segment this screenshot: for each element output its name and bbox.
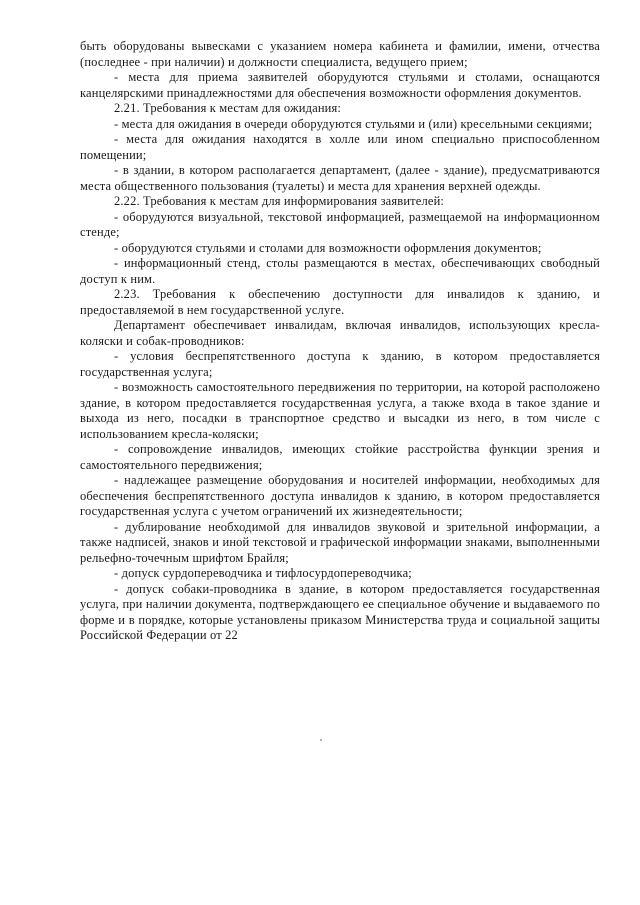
scan-speck — [320, 739, 322, 741]
paragraph-8: - оборудуются визуальной, текстовой информацией, размещаемой на информационном стенде; — [80, 209, 600, 239]
paragraph-12: Департамент обеспечивает инвалидам, включая инвалидов, использующих кресла-коляски и собак-проводников: — [80, 318, 600, 348]
paragraph-6: - в здании, в котором располагается департамент, (далее - здание), предусматриваются места общественного пользования (туалеты) и места для хранения верхней одежды. — [80, 163, 600, 193]
paragraph-15: - сопровождение инвалидов, имеющих стойкие расстройства функции зрения и самостоятельного передвижения; — [80, 442, 600, 472]
paragraph-18: - допуск сурдопереводчика и тифлосурдопереводчика; — [114, 566, 412, 580]
paragraph-13: - условия беспрепятственного доступа к зданию, в котором предоставляется государственная услуга; — [80, 349, 600, 379]
paragraph-5: - места для ожидания находятся в холле или ином специально приспособленном помещении; — [80, 132, 600, 162]
paragraph-19: - допуск собаки-проводника в здание, в котором предоставляется государственная услуга, при наличии документа, подтверждающего ее специальное обучение и выдаваемого по форме и в порядке, которые установлены приказом Министерства труда и социальной защиты Российской Федерации от 22 — [80, 581, 600, 642]
paragraph-10: - информационный стенд, столы размещаются в местах, обеспечивающих свободный доступ к ним. — [80, 256, 600, 286]
section-heading-2-21: 2.21. Требования к местам для ожидания: — [114, 101, 342, 115]
paragraph-14: - возможность самостоятельного передвижения по территории, на которой расположено здание, в котором предоставляется государственная услуга, а также входа в такое здание и выхода из него, посадки в транспортное средство и высадки из него, в том числе с использованием кресла-коляски; — [80, 380, 600, 441]
paragraph-1: быть оборудованы вывесками с указанием номера кабинета и фамилии, имени, отчества (последнее - при наличии) и должности специалиста, ведущего прием; — [80, 39, 600, 69]
paragraph-9: - оборудуются стульями и столами для возможности оформления документов; — [114, 240, 542, 255]
section-heading-2-23: 2.23. Требования к обеспечению доступности для инвалидов к зданию, и предоставляемой в нем государственной услуге. — [80, 287, 600, 317]
section-heading-2-22: 2.22. Требования к местам для информирования заявителей: — [114, 194, 445, 208]
document-body — [80, 39, 600, 644]
paragraph-4: - места для ожидания в очереди оборудуются стульями и (или) кресельными секциями; — [114, 116, 593, 131]
paragraph-17: - дублирование необходимой для инвалидов звуковой и зрительной информации, а также надписей, знаков и иной текстовой и графической информации знаками, выполненными рельефно-точечным шрифтом Брайля; — [80, 519, 600, 565]
paragraph-16: - надлежащее размещение оборудования и носителей информации, необходимых для обеспечения беспрепятственного доступа инвалидов к зданию, в котором предоставляется государственная услуга с учетом ограничений их жизнедеятельности; — [80, 473, 600, 518]
paragraph-2: - места для приема заявителей оборудуются стульями и столами, оснащаются канцелярскими принадлежностями для обеспечения возможности оформления документов. — [80, 70, 600, 100]
